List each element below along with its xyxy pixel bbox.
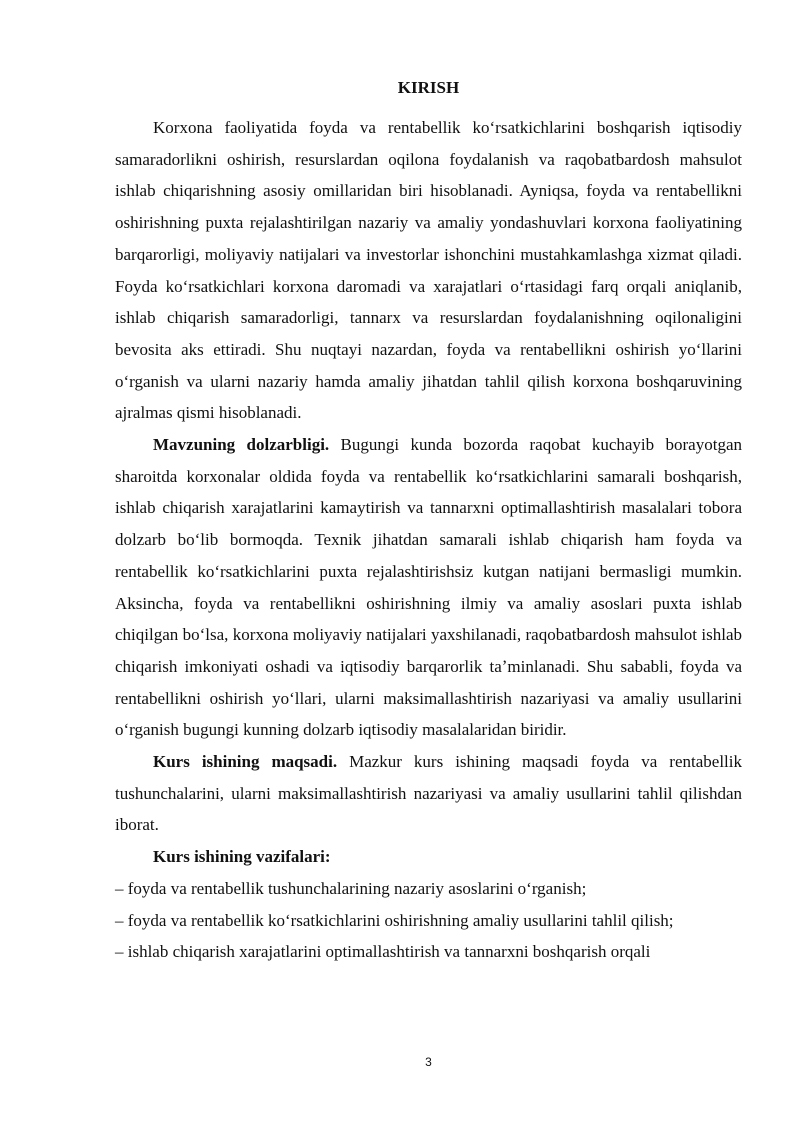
relevance-text: Bugungi kunda bozorda raqobat kuchayib borayotgan sharoitda korxonalar oldida foyda va rentabellik koʻrsatkichlarini samarali boshqarish, ishlab chiqarish xarajatlarini kamaytirish va tannarxni optimallashtirish masalalari tobora dolzarb boʻlib bormoqda. Texnik jihatdan samarali ishlab chiqarish ham foyda va rentabellik koʻrsatkichlarini puxta rejalashtirishsiz kutgan natijani bermasligi mumkin. Aksincha, foyda va rentabellikni oshirishning ilmiy va amaliy asoslari puxta ishlab chiqilgan boʻlsa, korxona moliyaviy natijalari yaxshilanadi, raqobatbardosh mahsulot ishlab chiqarish imkoniyati oshadi va iqtisodiy barqarorlik taʼminlanadi. Shu sababli, foyda va rentabellikni oshirish yoʻllari, ularni maksimallashtirish nazariyasi va amaliy usullarini oʻrganish bugungi kunning dolzarb iqtisodiy masalalaridan biridir. [115, 435, 742, 740]
intro-paragraph: Korxona faoliyatida foyda va rentabellik koʻrsatkichlarini boshqarish iqtisodiy samaradorlikni oshirish, resurslardan oqilona foydalanish va raqobatbardosh mahsulot ishlab chiqarishning asosiy omillaridan biri hisoblanadi. Ayniqsa, foyda va rentabellikni oshirishning puxta rejalashtirilgan nazariy va amaliy yondashuvlari korxona faoliyatining barqarorligi, moliyaviy natijalari va investorlar ishonchini mustahkamlashga xizmat qiladi. Foyda koʻrsatkichlari korxona daromadi va xarajatlari oʻrtasidagi farq orqali aniqlanib, ishlab chiqarish samaradorligi, tannarx va resurslardan foydalanishning oqilonaligini bevosita aks ettiradi. Shu nuqtayi nazardan, foyda va rentabellikni oshirish yoʻllarini oʻrganish va ularni nazariy hamda amaliy jihatdan tahlil qilish korxona boshqaruvining ajralmas qismi hisoblanadi. [115, 118, 742, 423]
page-number: 3 [425, 1055, 432, 1069]
section-heading: KIRISH [397, 78, 460, 97]
goal-paragraph [115, 746, 742, 841]
relevance-label: Mavzuning dolzarbligi. [153, 435, 330, 455]
task-item: – ishlab chiqarish xarajatlarini optimallashtirish va tannarxni boshqarish orqali [115, 942, 651, 962]
tasks-heading-paragraph [115, 841, 742, 873]
document-page [115, 0, 742, 1131]
task-item: – foyda va rentabellik koʻrsatkichlarini oshirishning amaliy usullarini tahlil qilish; [115, 910, 674, 930]
document-body [115, 112, 742, 968]
relevance-paragraph [115, 429, 742, 746]
goal-label: Kurs ishining maqsadi. [153, 752, 338, 772]
task-item: – foyda va rentabellik tushunchalarining nazariy asoslarini oʻrganish; [115, 878, 587, 898]
goal-text: Mazkur kurs ishining maqsadi foyda va rentabellik tushunchalarini, ularni maksimallashtirish nazariyasi va amaliy usullarini tahlil qilishdan iborat. [115, 752, 742, 835]
tasks-label: Kurs ishining vazifalari: [153, 847, 331, 867]
